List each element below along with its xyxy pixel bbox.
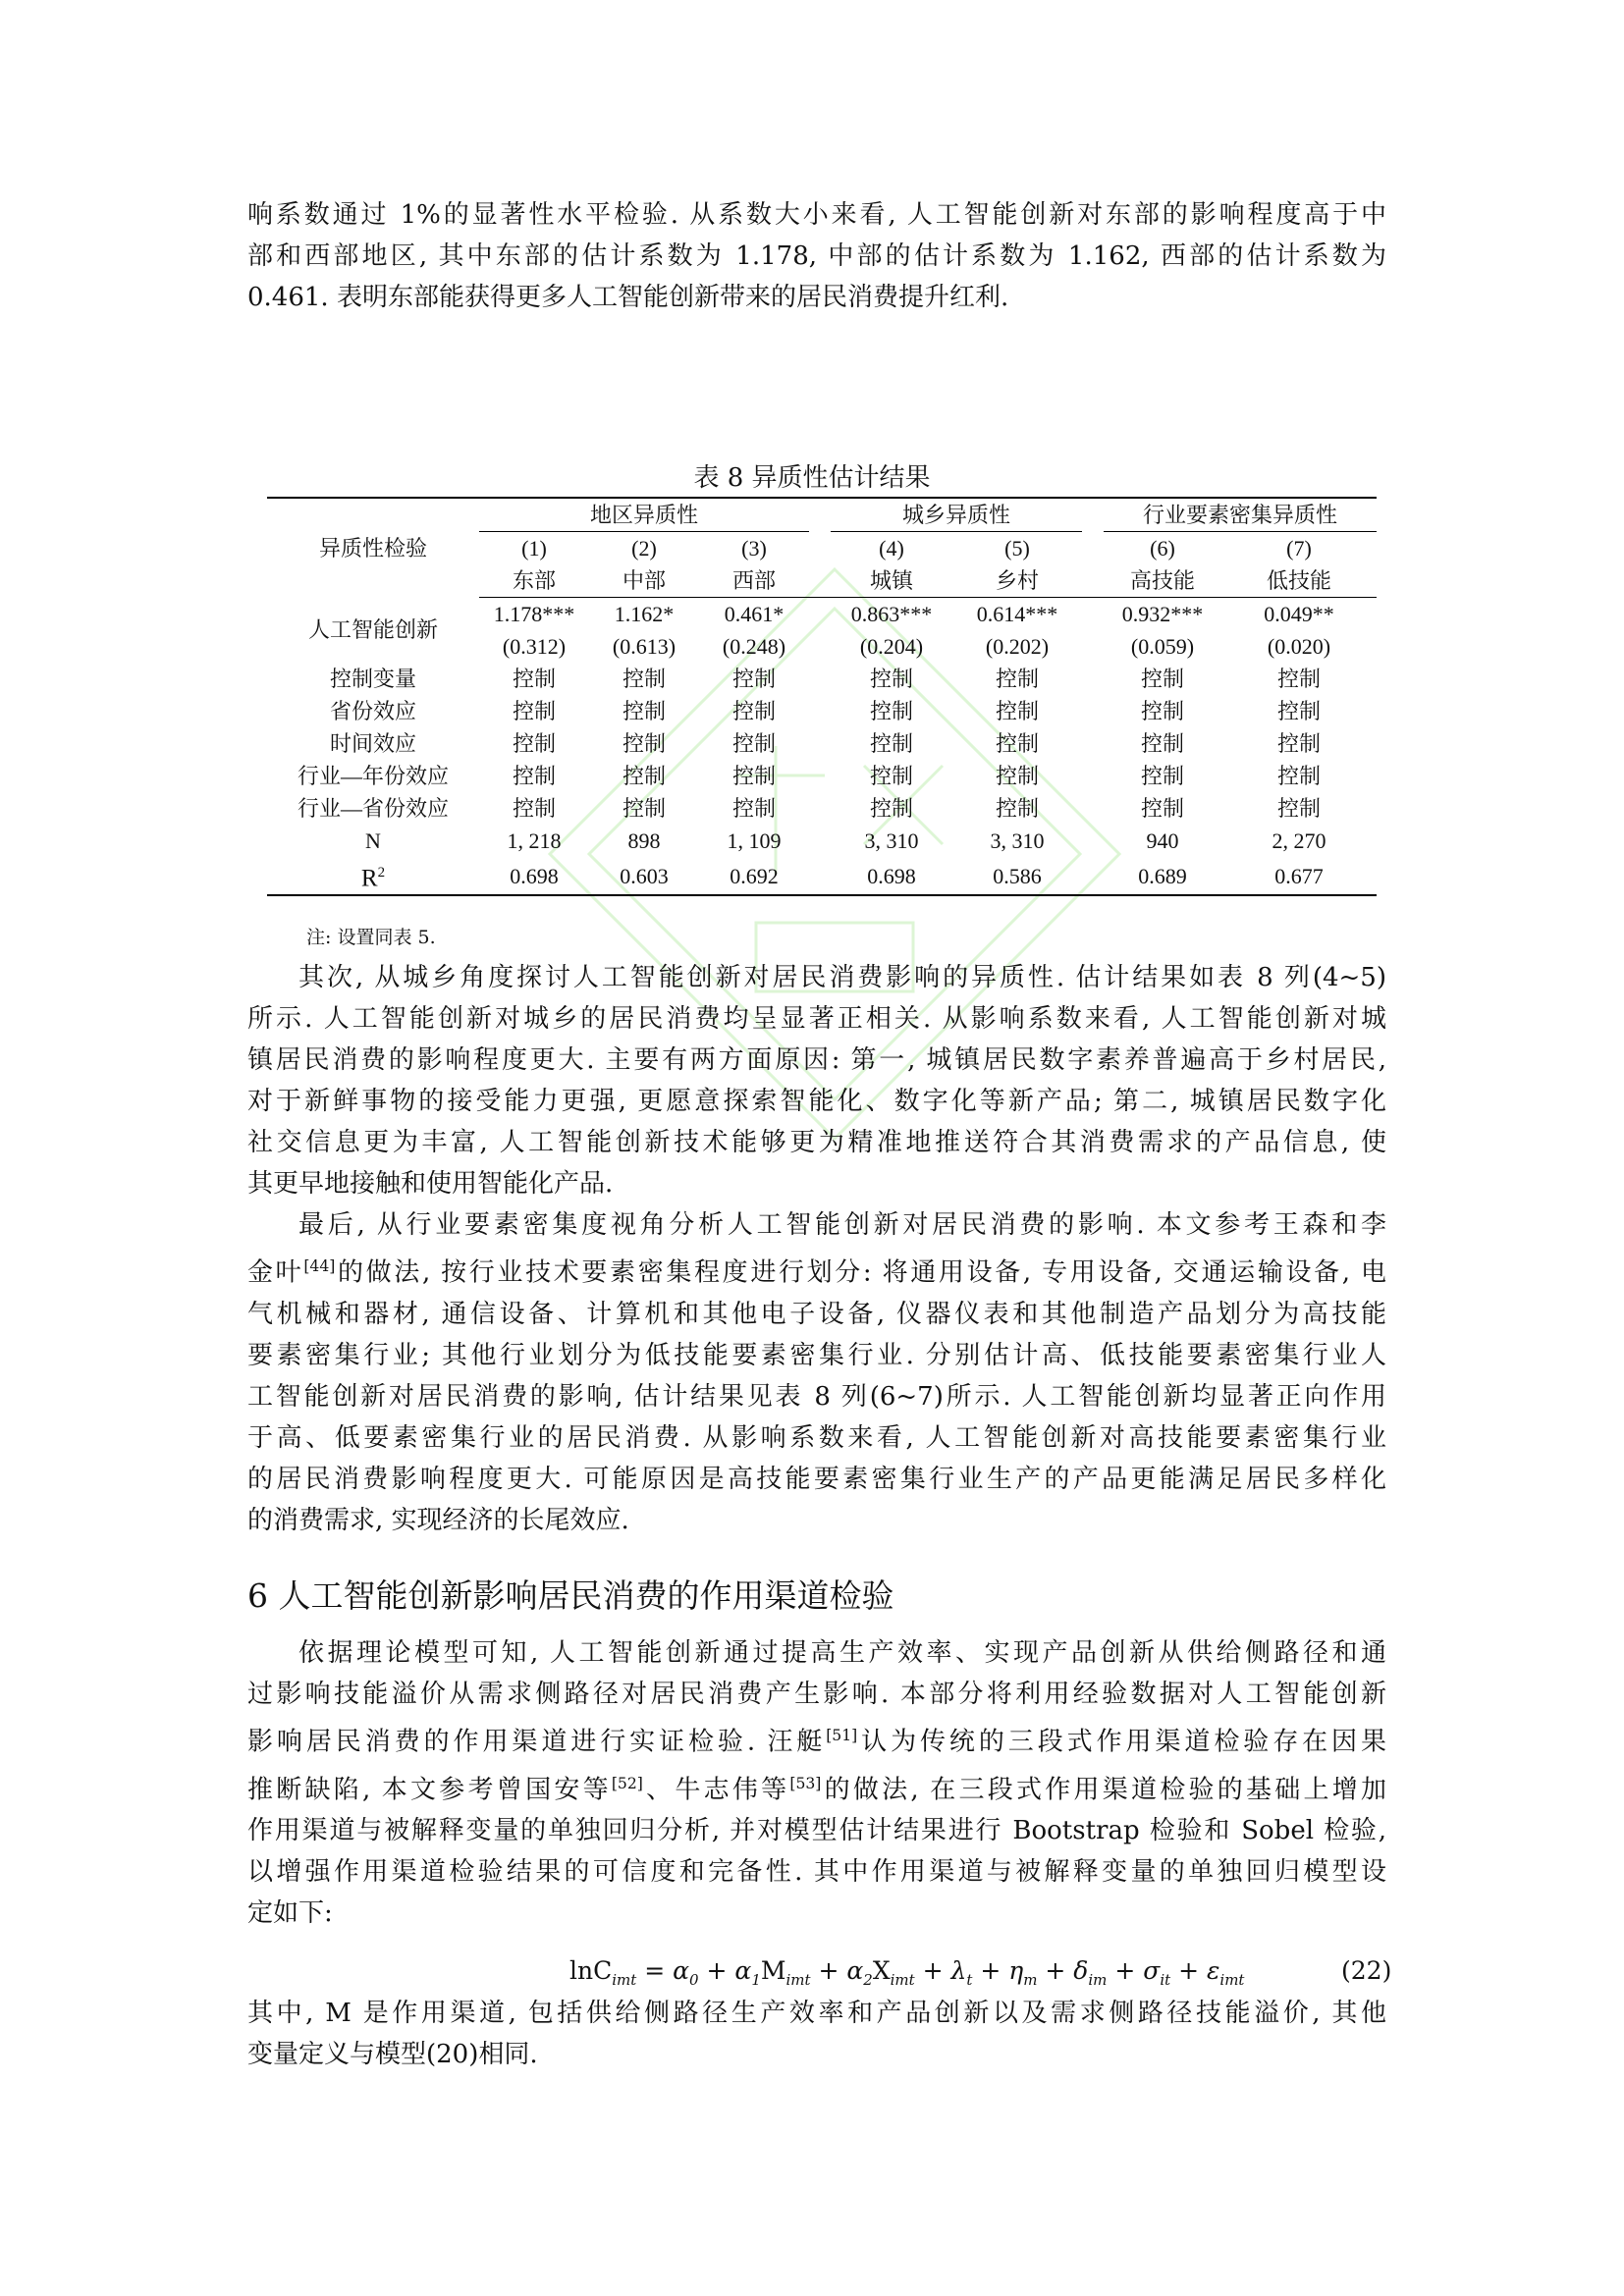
text-line: 响系数通过 1%的显著性水平检验. 从系数大小来看, 人工智能创新对东部的影响程度高于中 [247,200,1386,230]
control-cell: 控制 [512,764,556,788]
citation-ref[interactable]: [53] [789,1774,822,1792]
r2-label: $R^2$ [267,857,479,895]
text-line: 的居民消费影响程度更大. 可能原因是高技能要素密集行业生产的产品更能满足居民多样化 [247,1464,1386,1494]
coef-cell: 1.162* [614,602,675,626]
control-row-label: 行业—省份效应 [297,796,449,821]
coef-cell: 0.049** [1264,602,1334,626]
control-cell: 控制 [512,667,556,691]
control-cell: 控制 [869,667,913,691]
se-cell: (0.312) [502,634,567,659]
control-cell: 控制 [995,764,1039,788]
se-cell: (0.202) [985,634,1050,659]
n-cell: 940 [1146,828,1179,853]
text-line: 金叶[44]的做法, 按行业技术要素密集程度进行划分: 将通用设备, 专用设备, 交通运输设备, 电 [247,1257,1386,1288]
section-heading: 6 人工智能创新影响居民消费的作用渠道检验 [247,1576,894,1615]
control-cell: 控制 [1140,796,1184,821]
coef-cell: 0.461* [724,602,785,626]
text-line: 其更早地接触和使用智能化产品. [247,1169,614,1199]
control-row-label: 行业—年份效应 [297,764,449,788]
control-cell: 控制 [869,764,913,788]
n-cell: 1, 109 [727,828,782,853]
control-cell: 控制 [869,796,913,821]
control-cell: 控制 [731,731,776,756]
text-line: 对于新鲜事物的接受能力更强, 更愿意探索智能化、数字化等新产品; 第二, 城镇居民数字化 [247,1087,1386,1116]
control-cell: 控制 [1140,667,1184,691]
coef-cell: 0.863*** [850,602,933,626]
col-name: 乡村 [952,564,1082,598]
results-table [267,497,1377,896]
col-name: 中部 [589,564,699,598]
paragraph-definitions [247,1993,1386,2075]
text-line: 推断缺陷, 本文参考曾国安等[52]、牛志伟等[53]的做法, 在三段式作用渠道检验的基础上增加 [247,1774,1386,1805]
text-line: 其中, M 是作用渠道, 包括供给侧路径生产效率和产品创新以及需求侧路径技能溢价, 其他 [247,1999,1386,2028]
control-cell: 控制 [1140,731,1184,756]
text-line: 其次, 从城乡角度探讨人工智能创新对居民消费影响的异质性. 估计结果如表 8 列(4~5) [298,963,1386,992]
control-cell: 控制 [512,796,556,821]
col-name: 东部 [479,564,589,598]
coef-cell: 1.178*** [493,602,575,626]
control-cell: 控制 [869,731,913,756]
r2-cell: 0.692 [699,857,809,895]
paragraph-industry [247,1204,1386,1541]
control-cell: 控制 [995,667,1039,691]
text-line: 变量定义与模型(20)相同. [247,2040,538,2069]
text-line: 最后, 从行业要素密集度视角分析人工智能创新对居民消费的影响. 本文参考王森和李 [298,1210,1386,1240]
text-line: 定如下: [247,1898,333,1929]
row-header: 异质性检验 [267,498,479,598]
group-header-region: 地区异质性 [589,503,698,527]
control-cell: 控制 [622,667,666,691]
control-cell: 控制 [1140,764,1184,788]
se-cell: (0.059) [1130,634,1195,659]
control-cell: 控制 [1276,796,1321,821]
text-line: 镇居民消费的影响程度更大. 主要有两方面原因: 第一, 城镇居民数字素养普遍高于乡村居民, [247,1045,1386,1075]
table-caption: 表 8 异质性估计结果 [693,463,931,493]
paragraph-channels [247,1632,1386,1934]
control-cell: 控制 [1276,699,1321,723]
control-cell: 控制 [512,731,556,756]
text-line: 部和西部地区, 其中东部的估计系数为 1.178, 中部的估计系数为 1.162, 西部的估计系数为 [247,241,1386,271]
control-cell: 控制 [622,731,666,756]
control-cell: 控制 [512,699,556,723]
r2-cell: 0.586 [952,857,1082,895]
n-cell: 2, 270 [1272,828,1326,853]
n-cell: 3, 310 [864,828,919,853]
control-cell: 控制 [622,796,666,821]
r2-cell: 0.677 [1221,857,1377,895]
coef-cell: 0.932*** [1121,602,1204,626]
intro-paragraph [247,194,1386,318]
text-line: 影响居民消费的作用渠道进行实证检验. 汪艇[51]认为传统的三段式作用渠道检验存在因果 [247,1727,1386,1757]
col-number: (4) [831,532,952,565]
n-cell: 1, 218 [507,828,562,853]
n-cell: 3, 310 [990,828,1045,853]
col-name: 西部 [699,564,809,598]
control-cell: 控制 [731,764,776,788]
text-line: 以增强作用渠道检验结果的可信度和完备性. 其中作用渠道与被解释变量的单独回归模型设 [247,1857,1386,1888]
text-line: 所示. 人工智能创新对城乡的居民消费均呈显著正相关. 从影响系数来看, 人工智能创新对城 [247,1004,1386,1034]
text-line: 要素密集行业; 其他行业划分为低技能要素密集行业. 分别估计高、低技能要素密集行业人 [247,1340,1386,1370]
control-cell: 控制 [995,699,1039,723]
col-number: (3) [699,532,809,565]
control-cell: 控制 [1140,699,1184,723]
col-name: 城镇 [831,564,952,598]
col-number: (1) [479,532,589,565]
control-cell: 控制 [622,764,666,788]
control-cell: 控制 [622,699,666,723]
text-line: 依据理论模型可知, 人工智能创新通过提高生产效率、实现产品创新从供给侧路径和通 [298,1638,1386,1668]
text-line: 过影响技能溢价从需求侧路径对居民消费产生影响. 本部分将利用经验数据对人工智能创新 [247,1680,1386,1709]
col-name: 低技能 [1221,564,1377,598]
control-row-label: 时间效应 [329,731,416,756]
control-cell: 控制 [1276,667,1321,691]
control-cell: 控制 [1276,764,1321,788]
text-line: 0.461. 表明东部能获得更多人工智能创新带来的居民消费提升红利. [247,283,1009,312]
equation-number: (22) [1341,1956,1392,1985]
se-cell: (0.248) [722,634,786,659]
control-cell: 控制 [731,667,776,691]
control-cell: 控制 [731,699,776,723]
r2-cell: 0.603 [589,857,699,895]
control-row-label: 控制变量 [329,667,416,691]
se-cell: (0.613) [612,634,677,659]
col-number: (2) [589,532,699,565]
col-number: (6) [1104,532,1221,565]
control-cell: 控制 [995,796,1039,821]
n-label: N [365,828,381,853]
col-number: (7) [1221,532,1377,565]
control-cell: 控制 [1276,731,1321,756]
text-line: 气机械和器材, 通信设备、计算机和其他电子设备, 仪器仪表和其他制造产品划分为高技能 [247,1299,1386,1329]
paragraph-urban-rural [247,957,1386,1204]
control-cell: 控制 [731,796,776,821]
col-number: (5) [952,532,1082,565]
text-line: 于高、低要素密集行业的居民消费. 从影响系数来看, 人工智能创新对高技能要素密集行业 [247,1422,1386,1453]
text-line: 工智能创新对居民消费的影响, 估计结果见表 8 列(6~7)所示. 人工智能创新均显著正向作用 [247,1381,1386,1412]
citation-ref[interactable]: [52] [611,1774,643,1792]
control-row-label: 省份效应 [329,699,416,723]
equation-22: $\ln C_{imt} = \alpha_0 + \alpha_1M_{imt} + \alpha_2X_{imt} + \lambda_t + \eta_m + \delta_{im} + \sigma_{it} + \varepsilon_{imt}$ [569,1956,1245,1989]
r2-cell: 0.698 [831,857,952,895]
n-cell: 898 [627,828,661,853]
text-line: 作用渠道与被解释变量的单独回归分析, 并对模型估计结果进行 Bootstrap 检验和 Sobel 检验, [247,1816,1386,1846]
citation-ref[interactable]: [44] [303,1257,336,1275]
control-cell: 控制 [869,699,913,723]
group-header-industry: 行业要素密集异质性 [1142,503,1337,527]
coef-label: 人工智能创新 [307,617,438,643]
r2-cell: 0.689 [1104,857,1221,895]
col-name: 高技能 [1104,564,1221,598]
table-note: 注: 设置同表 5. [306,927,436,948]
r2-cell: 0.698 [479,857,589,895]
se-cell: (0.020) [1267,634,1331,659]
control-cell: 控制 [995,731,1039,756]
se-cell: (0.204) [859,634,924,659]
text-line: 社交信息更为丰富, 人工智能创新技术能够更为精准地推送符合其消费需求的产品信息, 使 [247,1128,1386,1157]
coef-cell: 0.614*** [976,602,1058,626]
text-line: 的消费需求, 实现经济的长尾效应. [247,1505,629,1535]
group-header-urban-rural: 城乡异质性 [901,503,1010,527]
citation-ref[interactable]: [51] [826,1727,858,1744]
